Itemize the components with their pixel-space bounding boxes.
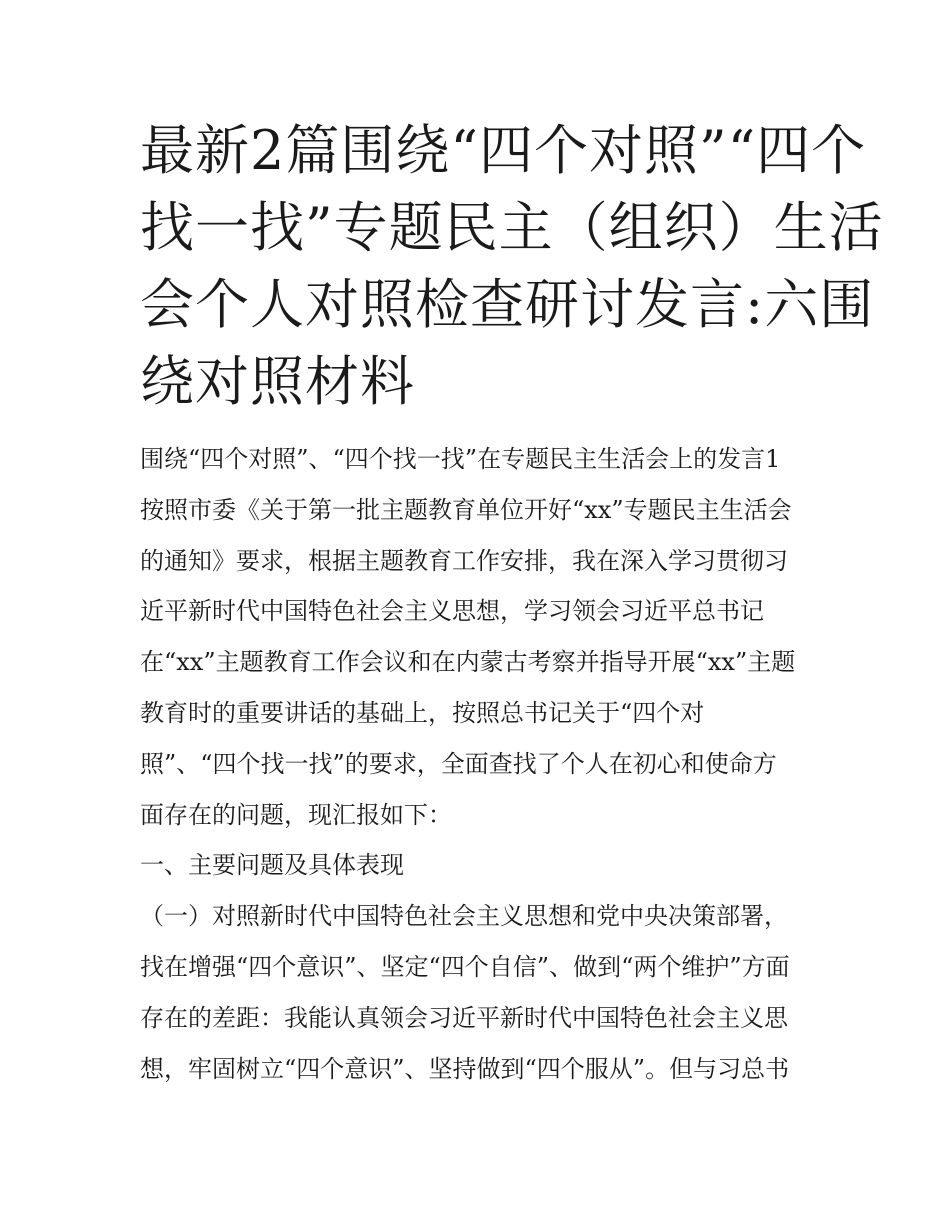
body-line: 按照市委《关于第一批主题教育单位开好“xx”专题民主生活会 bbox=[140, 495, 792, 524]
document-body bbox=[140, 434, 820, 1094]
title-line: 最新2篇围绕“四个对照”“四个 bbox=[140, 119, 867, 182]
title-line: 会个人对照检查研讨发言:六围 bbox=[140, 273, 875, 336]
section-heading: 一、主要问题及具体表现 bbox=[140, 851, 404, 880]
body-line: 存在的差距：我能认真领会习近平新时代中国特色社会主义思 bbox=[140, 1003, 788, 1032]
body-line: 围绕“四个对照”、“四个找一找”在专题民主生活会上的发言1 bbox=[140, 445, 781, 473]
body-line: 找在增强“四个意识”、坚定“四个自信”、做到“两个维护”方面 bbox=[140, 952, 790, 981]
body-line: （一）对照新时代中国特色社会主义思想和党中央决策部署， bbox=[140, 902, 788, 931]
body-line: 教育时的重要讲话的基础上，按照总书记关于“四个对 bbox=[140, 698, 705, 727]
document-title bbox=[140, 112, 884, 420]
body-line: 的通知》要求，根据主题教育工作安排，我在深入学习贯彻习 bbox=[140, 546, 788, 575]
body-line: 想，牢固树立“四个意识”、坚持做到“四个服从”。但与习总书 bbox=[140, 1054, 790, 1083]
body-line: 面存在的问题，现汇报如下： bbox=[140, 800, 452, 829]
title-line: 绕对照材料 bbox=[140, 350, 415, 413]
body-line: 在“xx”主题教育工作会议和在内蒙古考察并指导开展“xx”主题 bbox=[140, 648, 796, 677]
body-line: 照”、“四个找一找”的要求，全面查找了个人在初心和使命方 bbox=[140, 749, 777, 778]
title-line: 找一找”专题民主（组织）生活 bbox=[140, 196, 884, 259]
body-line: 近平新时代中国特色社会主义思想，学习领会习近平总书记 bbox=[140, 597, 764, 626]
